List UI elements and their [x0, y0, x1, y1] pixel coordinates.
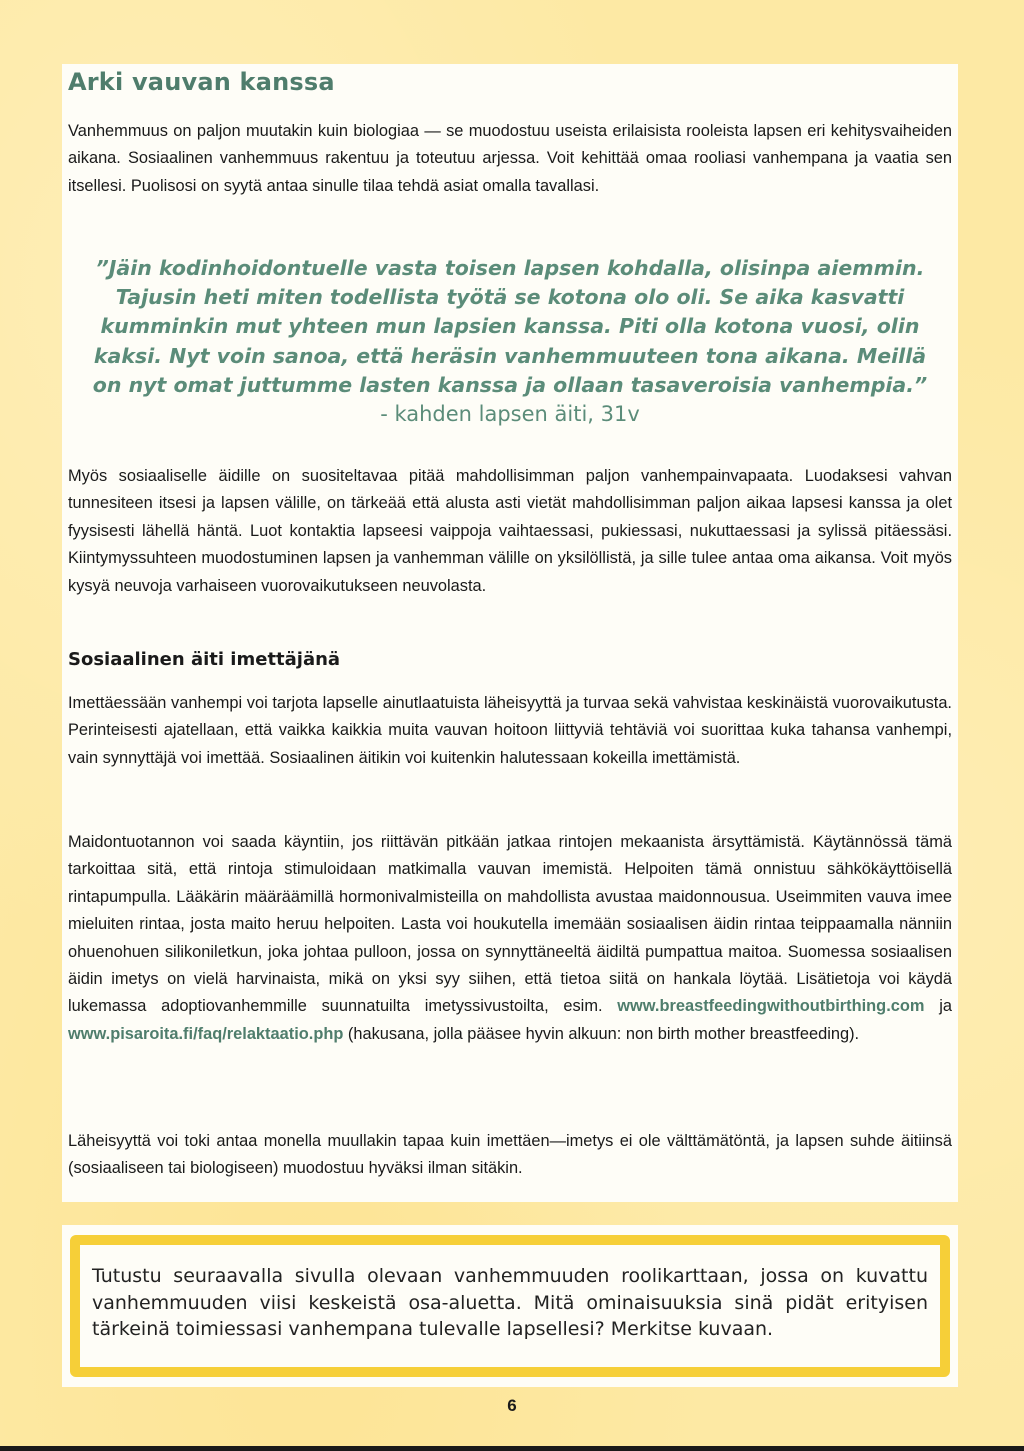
page-number: 6: [507, 1396, 517, 1415]
page-title: Arki vauvan kanssa: [68, 68, 335, 96]
paragraph-maidontuotanto: [68, 829, 952, 1048]
paragraph-vanhempainvapaa: Myös sosiaaliselle äidille on suositeltavaa pitää mahdollisimman paljon vanhempainvapaata. Luodaksesi vahvan tunnesiteen itsesi ja lapsen välille, on tärkeää että alusta asti vietät mahdollisimman paljon aikaa lapsesi kanssa ja olet fyysisesti lähellä häntä. Luot kontaktia lapseesi vaippoja vaihtaessasi, pukiessasi, nukuttaessasi ja sylissä pitäessäsi. Kiintymyssuhteen muodostuminen lapsen ja vanhemman välille on yksilöllistä, ja sille tulee antaa oma aikansa. Voit myös kysyä neuvoja varhaiseen vuorovaikutukseen neuvolasta.: [68, 467, 952, 595]
bottom-divider: [0, 1446, 1024, 1451]
quote-source: - kahden lapsen äiti, 31v: [380, 402, 640, 426]
paragraph-hakusana: (hakusana, jolla pääsee hyvin alkuun: non birth mother breastfeeding).: [347, 1024, 860, 1043]
paragraph-maidontuotanto-text: Maidontuotannon voi saada käyntiin, jos riittävän pitkään jatkaa rintojen mekaanista ärsyttämistä. Käytännössä tämä tarkoittaa sitä, että rintoja stimuloidaan matkimalla vauvan imemistä. Helpoiten tämä onnistuu sähkökäyttöisellä rintapumpulla. Lääkärin määräämillä hormonivalmisteilla on mahdollista avustaa maidonnousua. Useimmiten vauva imee mieluiten rintaa, josta maito heruu helpoiten. Lasta voi houkutella imemään sosiaalisen äidin rintaa teippaamalla nänniin ohuenohuen silikoniletkun, joka johtaa pulloon, jossa on synnyttäneeltä äidiltä pumpattua maitoa. Suomessa sosiaalisen äidin imetys on vielä harvinaista, mikä on yksi syy siihen, että tietoa siitä on hankala löytää. Lisätietoja voi käydä lukemassa adoptiovanhemmille suunnatuilta imetyssivustoilta, esim.: [68, 833, 952, 1016]
link-pisaroita[interactable]: www.pisaroita.fi/faq/relaktaatio.php: [68, 1024, 344, 1043]
paragraph-laheisyys: Läheisyyttä voi toki antaa monella muullakin tapaa kuin imettäen—imetys ei ole välttämätöntä, ja lapsen suhde äitiinsä (sosiaaliseen tai biologiseen) muodostuu hyväksi ilman sitäkin.: [68, 1132, 952, 1178]
link-joiner: ja: [939, 997, 952, 1016]
paragraph-imetys-intro: Imettäessään vanhempi voi tarjota lapselle ainutlaatuista läheisyyttä ja turvaa sekä vahvistaa keskinäistä vuorovaikutusta. Perinteisesti ajatellaan, että vaikka kaikkia muita vauvan hoitoon liittyviä tehtäviä voi suorittaa kuka tahansa vanhempi, vain synnyttäjä voi imettää. Sosiaalinen äitikin voi kuitenkin halutessaan kokeilla imettämistä.: [68, 694, 952, 767]
callout-frame: [70, 1235, 950, 1377]
callout-text: Tutustu seuraavalla sivulla olevaan vanhemmuuden roolikarttaan, jossa on kuvattu vanhemmuuden viisi keskeistä osa-aluetta. Mitä ominaisuuksia sinä pidät erityisen tärkeinä toimiessasi vanhempana tulevalle lapsellesi? Merkitse kuvaan.: [92, 1265, 928, 1340]
quote-text: ”Jäin kodinhoidontuelle vasta toisen lapsen kohdalla, olisinpa aiemmin. Tajusin heti miten todellista työtä se kotona olo oli. Se aika kasvatti kumminkin mut yhteen mun lapsien kanssa. Piti olla kotona vuosi, olin kaksi. Nyt voin sanoa, että heräsin vanhemmuuteen tona aikana. Meillä on nyt omat juttumme lasten kanssa ja ollaan tasaveroisia vanhempia.”: [92, 256, 928, 397]
link-breastfeedingwithoutbirthing[interactable]: www.breastfeedingwithoutbirthing.com: [617, 997, 925, 1016]
intro-paragraph: Vanhemmuus on paljon muutakin kuin biologiaa — se muodostuu useista erilaisista rooleista lapsen eri kehitysvaiheiden aikana. Sosiaalinen vanhemmuus rakentuu ja toteutuu arjessa. Voit kehittää omaa rooliasi vanhempana ja vaatia sen itsellesi. Puolisosi on syytä antaa sinulle tilaa tehdä asiat omalla tavallasi.: [68, 122, 952, 195]
content-panel: [62, 64, 958, 1202]
callout-box: [62, 1225, 958, 1387]
section-heading: Sosiaalinen äiti imettäjänä: [68, 649, 341, 670]
